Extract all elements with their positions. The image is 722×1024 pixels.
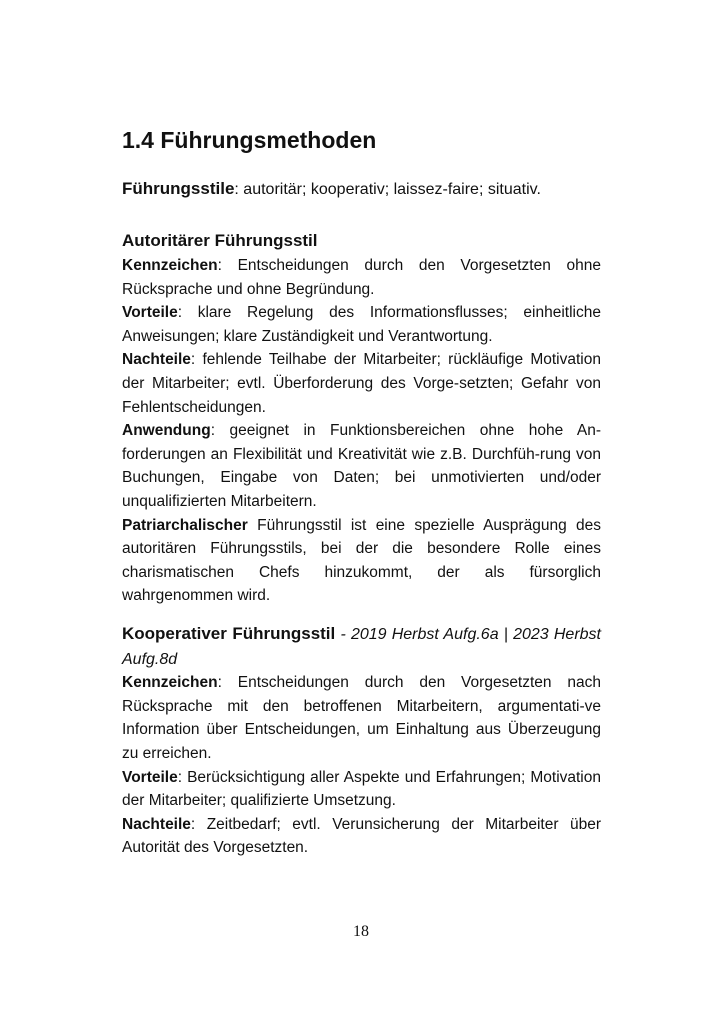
entry-term: Kennzeichen: [122, 674, 218, 692]
entry-term: Nachteile: [122, 815, 191, 833]
entry-disadvantages: [122, 813, 601, 860]
entry-text: : klare Regelung des Informationsflusses; einheitliche Anweisungen; klare Zuständigkeit und Verantwortung.: [122, 304, 601, 345]
entry-patriarchal: [122, 514, 601, 608]
entry-term: Anwendung: [122, 422, 211, 440]
page-number: 18: [353, 923, 369, 940]
entry-characteristics: [122, 254, 601, 301]
section-heading: Autoritärer Führungsstil: [122, 231, 318, 250]
entry-text: : Entscheidungen durch den Vorgesetzten ohne Rücksprache und ohne Begründung.: [122, 257, 601, 298]
styles-label: Führungsstile: [122, 179, 235, 198]
exam-reference: - 2019 Herbst Aufg.6a | 2023 Herbst Aufg.8d: [122, 626, 601, 668]
entry-advantages: [122, 301, 601, 348]
entry-text: : Zeitbedarf; evtl. Verunsicherung der Mitarbeiter über Autorität des Vorgesetzten.: [122, 815, 601, 857]
entry-advantages: [122, 766, 601, 813]
entry-text: : geeignet in Funktionsbereichen ohne hohe An-forderungen an Flexibilität und Kreativität wie z.B. Durchfüh-rung von Buchungen, Eingabe von Daten; bei unmotivierten und/oder unqualifizierten Mitarbeitern.: [122, 422, 601, 510]
entry-term: Vorteile: [122, 304, 178, 322]
entry-text: : Entscheidungen durch den Vorgesetzten nach Rücksprache mit den betroffenen Mitarbeitern, argumentati-ve Information über Entscheidungen, um Einhaltung aus Überzeugung zu erreichen.: [122, 674, 601, 762]
entry-text: : fehlende Teilhabe der Mitarbeiter; rückläufige Motivation der Mitarbeiter; evtl. Überforderung des Vorge-setzten; Gefahr von Fehlentscheidungen.: [122, 351, 601, 416]
entry-term: Nachteile: [122, 351, 191, 369]
entry-term: Patriarchalischer: [122, 516, 248, 534]
leadership-styles-line: [122, 178, 601, 201]
entry-disadvantages: [122, 348, 601, 419]
section-autocratic: [122, 229, 601, 608]
styles-text: : autoritär; kooperativ; laissez-faire; situativ.: [234, 181, 541, 198]
entry-text: : Berücksichtigung aller Aspekte und Erfahrungen; Motivation der Mitarbeiter; qualifizierte Umsetzung.: [122, 768, 601, 810]
entry-characteristics: [122, 671, 601, 765]
entry-application: [122, 419, 601, 513]
section-heading: [122, 622, 601, 671]
entry-text: Führungsstil ist eine spezielle Ausprägung des autoritären Führungsstils, bei der die besondere Rolle eines charismatischen Chefs hinzukommt, der als fürsorglich wahrgenommen wird.: [122, 516, 601, 605]
chapter-title: 1.4 Führungsmethoden: [122, 127, 377, 153]
entry-term: Kennzeichen: [122, 257, 218, 274]
section-heading-title: Kooperativer Führungsstil: [122, 624, 336, 643]
section-cooperative: [122, 622, 601, 860]
entry-term: Vorteile: [122, 768, 178, 786]
